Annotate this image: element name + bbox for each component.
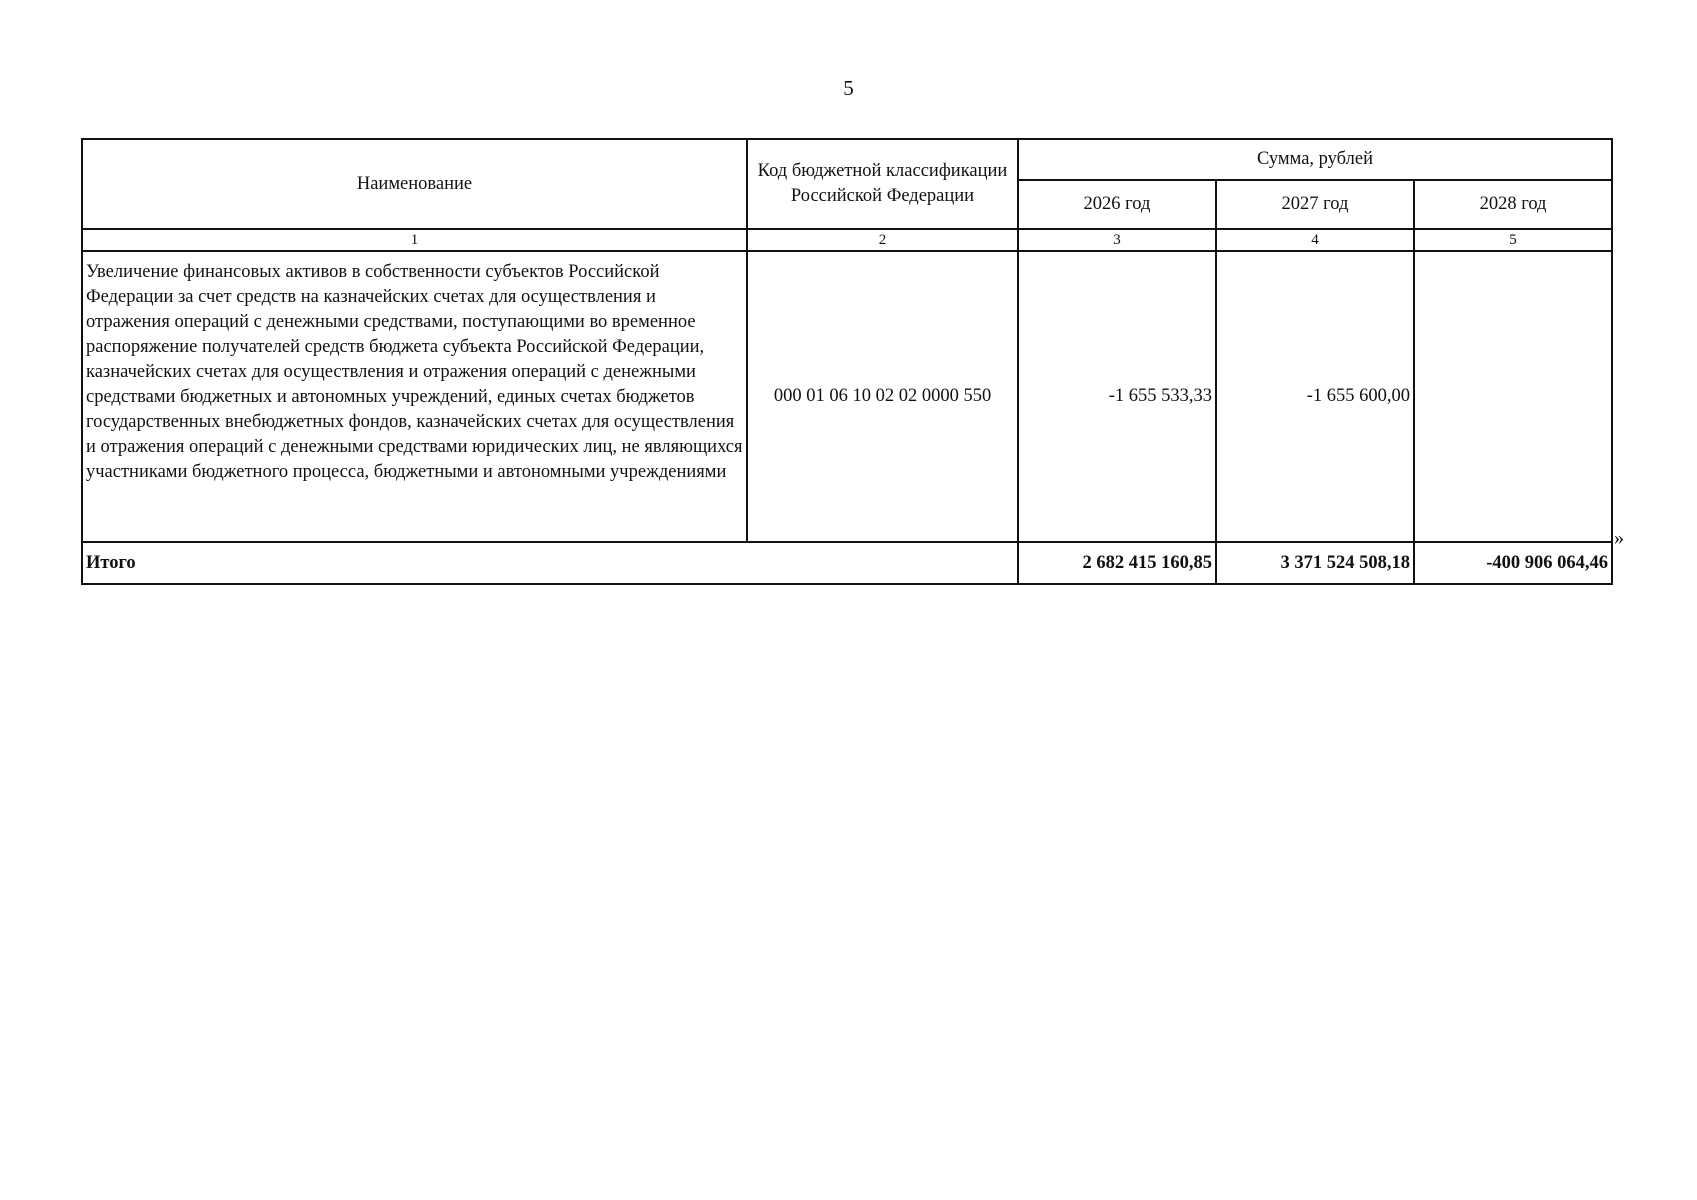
header-code: Код бюджетной классификации Российской Федерации (747, 139, 1018, 229)
column-number: 4 (1216, 229, 1414, 251)
total-label: Итого (82, 542, 1018, 584)
column-number-row (82, 229, 1612, 251)
row-amount-2028 (1414, 251, 1612, 542)
column-number: 2 (747, 229, 1018, 251)
column-number: 1 (82, 229, 747, 251)
budget-table (81, 138, 1613, 585)
row-amount-2026: -1 655 533,33 (1018, 251, 1216, 542)
header-year-2026: 2026 год (1018, 180, 1216, 229)
row-amount-2027: -1 655 600,00 (1216, 251, 1414, 542)
header-sum: Сумма, рублей (1018, 139, 1612, 180)
column-number: 3 (1018, 229, 1216, 251)
table-row (82, 251, 1612, 542)
total-amount-2027: 3 371 524 508,18 (1216, 542, 1414, 584)
total-amount-2026: 2 682 415 160,85 (1018, 542, 1216, 584)
total-amount-2028: -400 906 064,46 (1414, 542, 1612, 584)
column-number: 5 (1414, 229, 1612, 251)
header-year-2028: 2028 год (1414, 180, 1612, 229)
header-name: Наименование (82, 139, 747, 229)
header-year-2027: 2027 год (1216, 180, 1414, 229)
row-code: 000 01 06 10 02 02 0000 550 (747, 251, 1018, 542)
page-number: 5 (843, 76, 854, 100)
row-name: Увеличение финансовых активов в собственности субъектов Российской Федерации за счет средств на казначейских счетах для осуществления и отражения операций с денежными средствами, поступающими во временное распоряжение получателей средств бюджета субъекта Российской Федерации, казначейских счетах для осуществления и отражения операций с денежными средствами бюджетных и автономных учреждений, единых счетах бюджетов государственных внебюджетных фондов, казначейских счетах для осуществления и отражения операций с денежными средствами юридических лиц, не являющихся участниками бюджетного процесса, бюджетными и автономными учреждениями (82, 251, 747, 542)
closing-quote-mark: » (1614, 527, 1624, 549)
total-row (82, 542, 1612, 584)
